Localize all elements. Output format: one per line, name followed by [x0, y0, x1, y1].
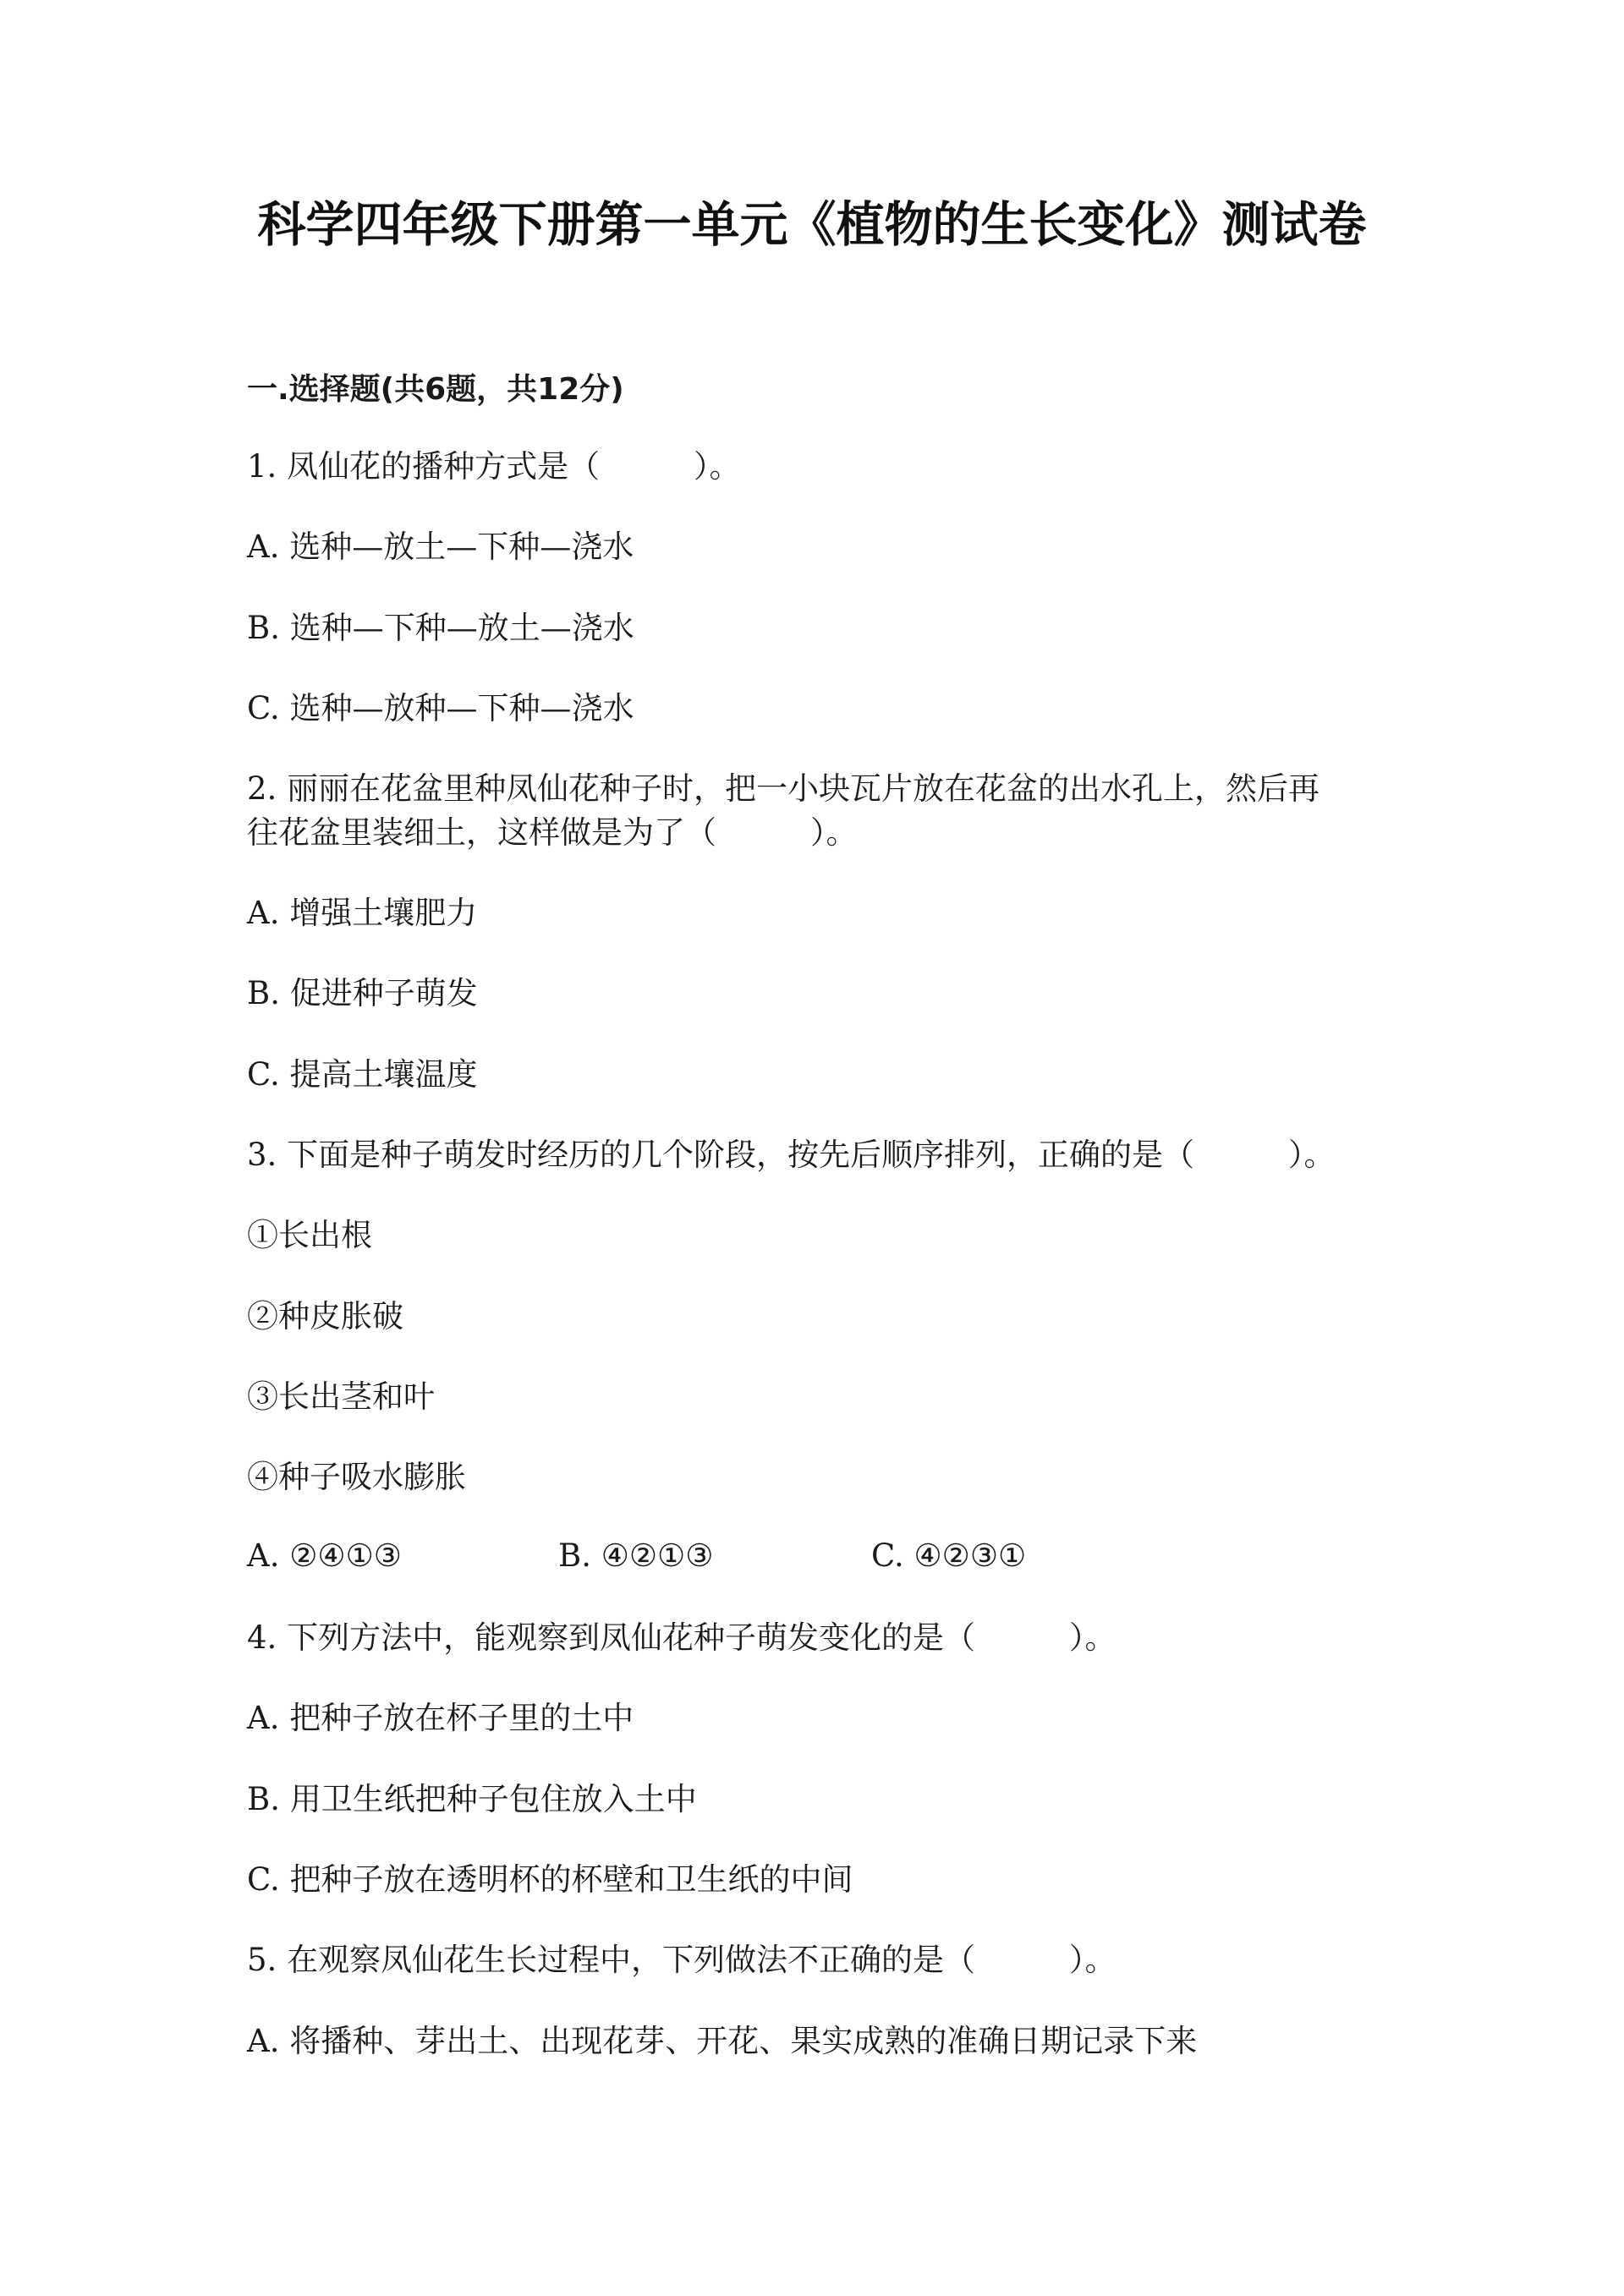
question-5-option-a: A. 将播种、芽出土、出现花芽、开花、果实成熟的准确日期记录下来 [247, 2023, 1198, 2059]
question-1-option-a: A. 选种—放土—下种—浇水 [247, 529, 634, 565]
question-3-stage-2: ②种皮胀破 [247, 1298, 403, 1334]
question-2-stem-line1: 2. 丽丽在花盆里种凤仙花种子时，把一小块瓦片放在花盆的出水孔上，然后再 [247, 770, 1320, 807]
question-3-option-b: B. ④②①③ [558, 1537, 714, 1574]
question-2-option-c: C. 提高土壤温度 [247, 1056, 478, 1093]
question-3-stage-3: ③长出茎和叶 [247, 1378, 435, 1415]
page-title: 科学四年级下册第一单元《植物的生长变化》测试卷 [257, 197, 1367, 253]
question-3-stem: 3. 下面是种子萌发时经历的几个阶段，按先后顺序排列，正确的是（ ）。 [247, 1137, 1336, 1173]
question-1-option-b: B. 选种—下种—放土—浇水 [247, 610, 634, 646]
question-2-stem-line2: 往花盆里装细土，这样做是为了（ ）。 [247, 814, 858, 851]
question-4-option-a: A. 把种子放在杯子里的土中 [247, 1700, 634, 1736]
question-3-option-c: C. ④②③① [871, 1537, 1027, 1574]
question-4-stem: 4. 下列方法中，能观察到凤仙花种子萌发变化的是（ ）。 [247, 1619, 1116, 1656]
question-5-stem: 5. 在观察凤仙花生长过程中，下列做法不正确的是（ ）。 [247, 1942, 1116, 1978]
question-3-option-a: A. ②④①③ [247, 1537, 402, 1574]
question-2-option-b: B. 促进种子萌发 [247, 975, 478, 1011]
question-1-option-c: C. 选种—放种—下种—浇水 [247, 690, 634, 726]
question-1-stem: 1. 凤仙花的播种方式是（ ）。 [247, 448, 741, 485]
question-4-option-b: B. 用卫生纸把种子包住放入土中 [247, 1781, 697, 1817]
question-4-option-c: C. 把种子放在透明杯的杯壁和卫生纸的中间 [247, 1861, 853, 1898]
question-3-stage-4: ④种子吸水膨胀 [247, 1459, 466, 1495]
section-heading: 一.选择题(共6题，共12分) [247, 372, 624, 407]
question-3-stage-1: ①长出根 [247, 1217, 372, 1253]
question-2-option-a: A. 增强土壤肥力 [247, 895, 478, 931]
